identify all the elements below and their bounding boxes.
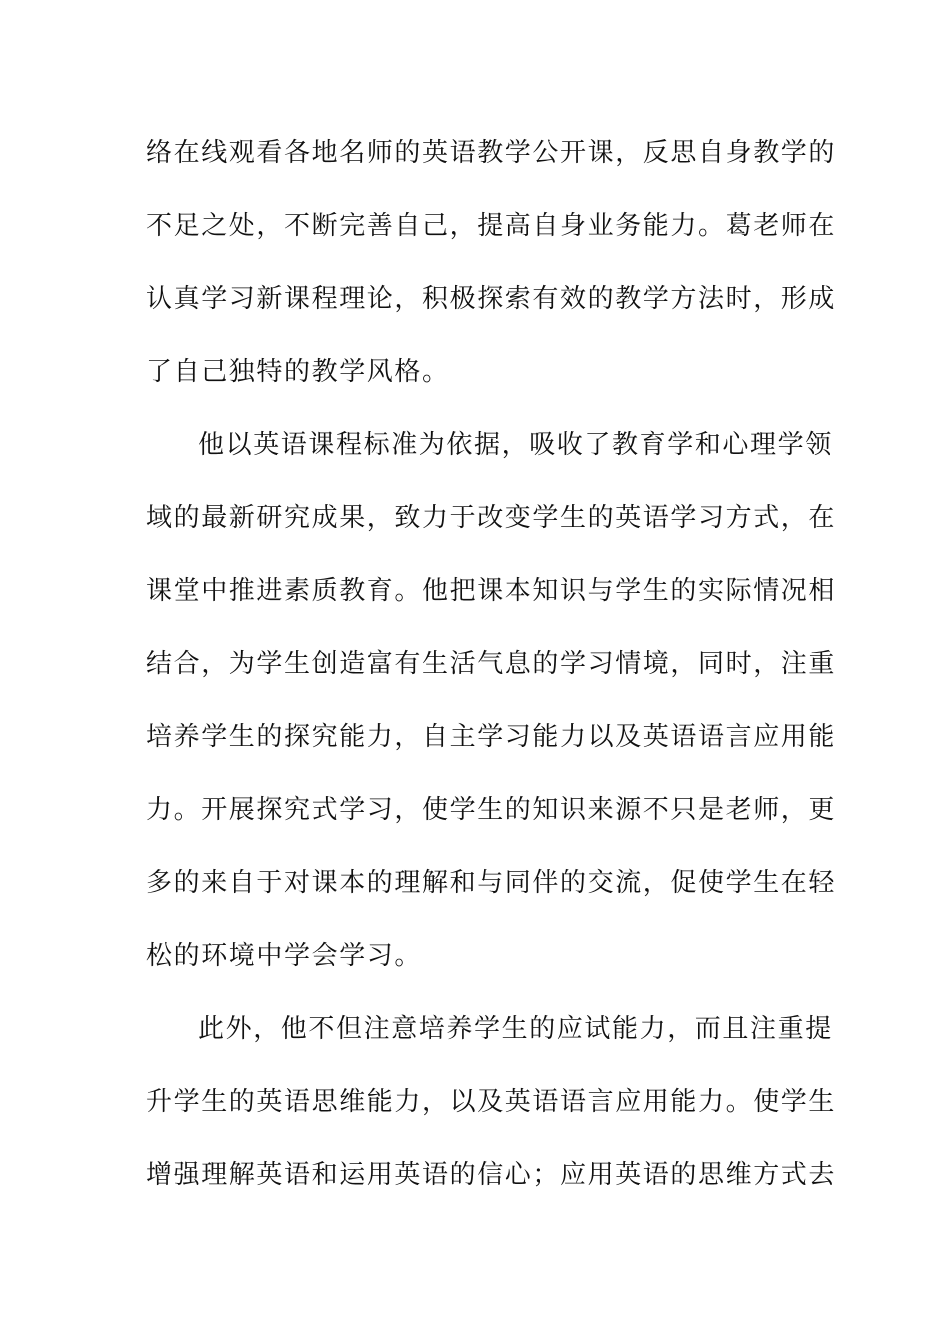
text-line: 了自己独特的教学风格。 bbox=[146, 357, 450, 387]
text-line: 多的来自于对课本的理解和与同伴的交流，促使学生在轻 bbox=[146, 868, 837, 898]
text-line: 络在线观看各地名师的英语教学公开课，反思自身教学的 bbox=[146, 138, 837, 168]
text-line: 松的环境中学会学习。 bbox=[146, 941, 423, 971]
text-line: 培养学生的探究能力，自主学习能力以及英语语言应用能 bbox=[146, 722, 837, 752]
text-line: 结合，为学生创造富有生活气息的学习情境，同时，注重 bbox=[146, 649, 837, 679]
text-line: 力。开展探究式学习，使学生的知识来源不只是老师，更 bbox=[146, 795, 837, 825]
body-text bbox=[146, 126, 837, 1221]
text-line: 不足之处，不断完善自己，提高自身业务能力。葛老师在 bbox=[146, 211, 837, 241]
text-line: 域的最新研究成果，致力于改变学生的英语学习方式，在 bbox=[146, 503, 837, 533]
paragraph-first-line: 此外，他不但注意培养学生的应试能力，而且注重提 bbox=[198, 1014, 833, 1044]
text-line: 升学生的英语思维能力，以及英语语言应用能力。使学生 bbox=[146, 1087, 837, 1117]
paragraph-first-line: 他以英语课程标准为依据，吸收了教育学和心理学领 bbox=[198, 430, 833, 460]
text-line: 课堂中推进素质教育。他把课本知识与学生的实际情况相 bbox=[146, 576, 837, 606]
text-line: 认真学习新课程理论，积极探索有效的教学方法时，形成 bbox=[146, 284, 837, 314]
text-line: 增强理解英语和运用英语的信心；应用英语的思维方式去 bbox=[146, 1160, 837, 1190]
